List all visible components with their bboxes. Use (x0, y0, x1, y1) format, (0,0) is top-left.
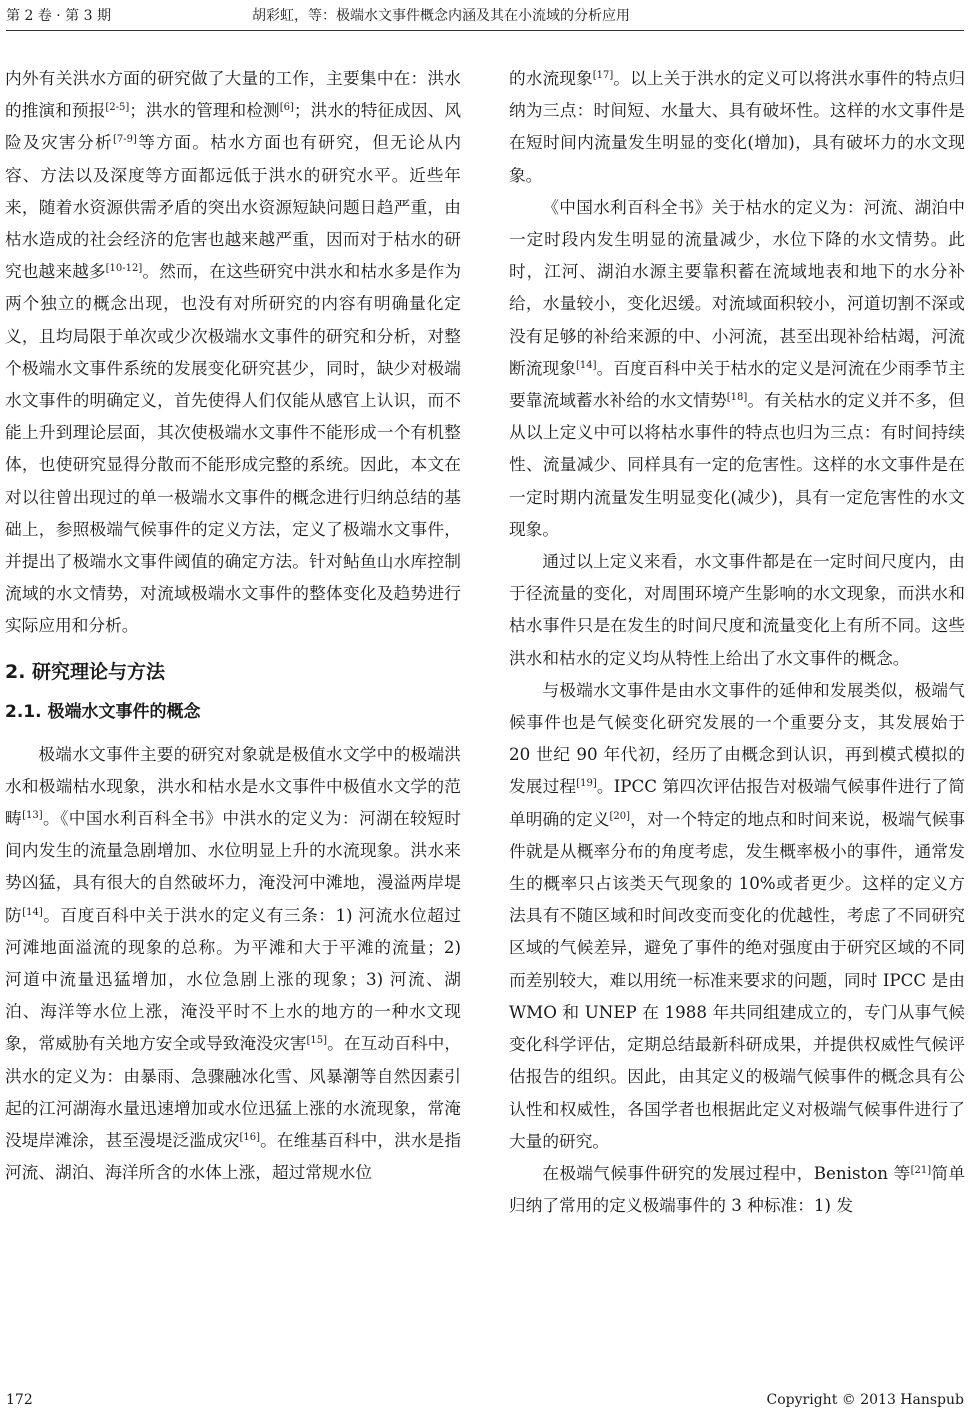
paragraph (509, 674, 965, 1157)
paragraph-text: 。IPCC 第四次评估报告对极端气候事件进行了简单明确的定义 (509, 776, 965, 829)
paragraph: 通过以上定义来看，水文事件都是在一定时间尺度内，由于径流量的变化，对周围环境产生影响的水文现象，而洪水和枯水事件只是在发生的时间尺度和流量变化上有所不同。这些洪水和枯水的定义均从特性上给出了水文事件的概念。 (509, 551, 965, 668)
paragraph-text: 。百度百科中关于枯水的定义是河流在少雨季节主要靠流域蓄水补给的水文情势 (509, 357, 966, 411)
left-column (5, 62, 461, 1189)
citation: [19] (576, 778, 597, 790)
paragraph-text: 与极端水文事件是由水文事件的延伸和发展类似，极端气候事件也是气候变化研究发展的一个重要分支，其发展始于 20 世纪 90 年代初，经历了由概念到认识，再到模式模拟的发展过程 (509, 679, 965, 797)
citation: [17] (592, 70, 614, 81)
paragraph-text: 。百度百科中关于洪水的定义有三条：1) 河流水位超过河滩地面溢流的现象的总称。为平滩和大于平滩的流量；2) 河道中流量迅猛增加，水位急剧上涨的现象；3) 河流、湖泊、海洋等水位上涨，淹没平时不上水的地方的一种水文现象，常威胁有关地方安全或导致淹没灾害 (5, 904, 462, 1054)
paragraph-text: 。以上关于洪水的定义可以将洪水事件的特点归纳为三点：时间短、水量大、具有破坏性。这样的水文事件是在短时间内流量发生明显的变化(增加)，具有破坏力的水文现象。 (509, 68, 966, 185)
journal-volume-issue: 第 2 卷 · 第 3 期 (6, 8, 111, 24)
citation: [15] (306, 1035, 328, 1047)
paragraph-text: 。在维基百科中，洪水是指河流、湖泊、海洋所含的水体上涨，超过常规水位 (5, 1130, 461, 1183)
paragraph (5, 738, 461, 1189)
citation: [10-12] (105, 263, 143, 275)
citation: [2-5] (105, 102, 130, 114)
page-number: 172 (6, 1392, 33, 1408)
paragraph (5, 62, 461, 642)
paragraph-text: 。《中国水利百科全书》中洪水的定义为：河湖在较短时间内发生的流量急剧增加、水位明显上升的水流现象。洪水来势凶猛，具有很大的自然破坏力，淹没河中滩地，漫溢两岸堤防 (5, 808, 461, 925)
paragraph (509, 1157, 965, 1221)
citation: [13] (22, 810, 43, 822)
paragraph-text: 等方面。枯水方面也有研究，但无论从内容、方法以及深度等方面都远低于洪水的研究水平。近些年来，随着水资源供需矛盾的突出水资源短缺问题日趋严重，由枯水造成的社会经济的危害也越来越严重，因而对于枯水的研究也越来越多 (5, 132, 462, 282)
paragraph-text: 。在互动百科中，洪水的定义为：由暴雨、急骤融冰化雪、风暴潮等自然因素引起的江河湖海水量迅速增加或水位迅猛上涨的水流现象，常淹没堤岸滩涂，甚至漫堤泛滥成灾 (5, 1033, 462, 1151)
paragraph-text: ；洪水的管理和检测 (129, 100, 280, 121)
paragraph (509, 62, 965, 191)
section-heading: 2. 研究理论与方法 (5, 660, 166, 683)
citation: [21] (910, 1164, 932, 1176)
copyright-notice: Copyright © 2013 Hanspub (766, 1392, 964, 1408)
paragraph-text: 的水流现象 (509, 68, 593, 88)
paragraph-text: 。然而，在这些研究中洪水和枯水多是作为两个独立的概念出现，也没有对所研究的内容有明确量化定义，且均局限于单次或少次极端水文事件的研究和分析，对整个极端水文事件系统的发展变化研究甚少，同时，缺少对极端水文事件的明确定义，首先使得人们仅能从感官上认识，而不能上升到理论层面，其次使极端水文事件不能形成一个有机整体，也使研究显得分散而不能形成完整的系统。因此，本文在对以往曾出现过的单一极端水文事件的概念进行归纳总结的基础上，参照极端气候事件的定义方法，定义了极端水文事件，并提出了极端水文事件阈值的确定方法。针对鲇鱼山水库控制流域的水文情势，对流域极端水文事件的整体变化及趋势进行实际应用和分析。 (5, 261, 462, 636)
paragraph-text: ，对一个特定的地点和时间来说，极端气候事件就是从概率分布的角度考虑，发生概率极小的事件，通常发生的概率只占该类天气现象的 10%或者更少。这样的定义方法具有不随区域和时间改变而变化的优越性，考虑了不同研究区域的气候差异，避免了事件的绝对强度由于研究区域的不同而差别较大，难以用统一标准来要求的问题，同时 IPCC 是由 WMO 和 UNEP 在 1988 年共同组建成立的，专门从事气候变化科学评估，定期总结最新科研成果，并提供权威性气候评估报告的组织。因此，由其定义的极端气候事件的概念具有公认性和权威性，各国学者也根据此定义对极端气候事件进行了大量的研究。 (509, 808, 966, 1151)
citation: [20] (609, 810, 631, 822)
paragraph-text: ；洪水的特征成因、风险及灾害分析 (5, 100, 462, 153)
subsection-heading: 2.1. 极端水文事件的概念 (5, 701, 201, 722)
citation: [6] (279, 102, 294, 114)
right-column (509, 62, 965, 1221)
citation: [16] (239, 1132, 261, 1144)
paragraph-text: 在极端气候事件研究的发展过程中，Beniston 等 (542, 1162, 911, 1183)
paragraph-text: 《中国水利百科全书》关于枯水的定义为：河流、湖泊中一定时段内发生明显的流量减少，水位下降的水文情势。此时，江河、湖泊水源主要靠积蓄在流域地表和地下的水分补给，水量较小，变化迟缓。对流域面积较小，河道切割不深或没有足够的补给来源的中、小河流，甚至出现补给枯竭，河流断流现象 (509, 196, 965, 378)
paragraph-text: 极端水文事件主要的研究对象就是极值水文学中的极端洪水和极端枯水现象，洪水和枯水是水文事件中极值水文学的范畴 (5, 743, 461, 829)
running-header (6, 0, 964, 31)
running-title: 胡彩虹，等：极端水文事件概念内涵及其在小流域的分析应用 (252, 8, 630, 24)
citation: [18] (726, 392, 748, 404)
citation: [7-9] (113, 134, 137, 146)
paragraph-text: 。有关枯水的定义并不多，但从以上定义中可以将枯水事件的特点也归为三点：有时间持续性、流量减少、同样具有一定的危害性。这样的水文事件是在一定时期内流量发生明显变化(减少)，具有一定危害性的水文现象。 (509, 390, 965, 539)
paragraph-text: 内外有关洪水方面的研究做了大量的工作，主要集中在：洪水的推演和预报 (5, 68, 461, 121)
citation: [14] (576, 359, 597, 371)
paragraph-text: 简单归纳了常用的定义极端事件的 3 种标准：1) 发 (509, 1162, 966, 1216)
citation: [14] (22, 906, 43, 918)
paragraph (509, 191, 965, 545)
